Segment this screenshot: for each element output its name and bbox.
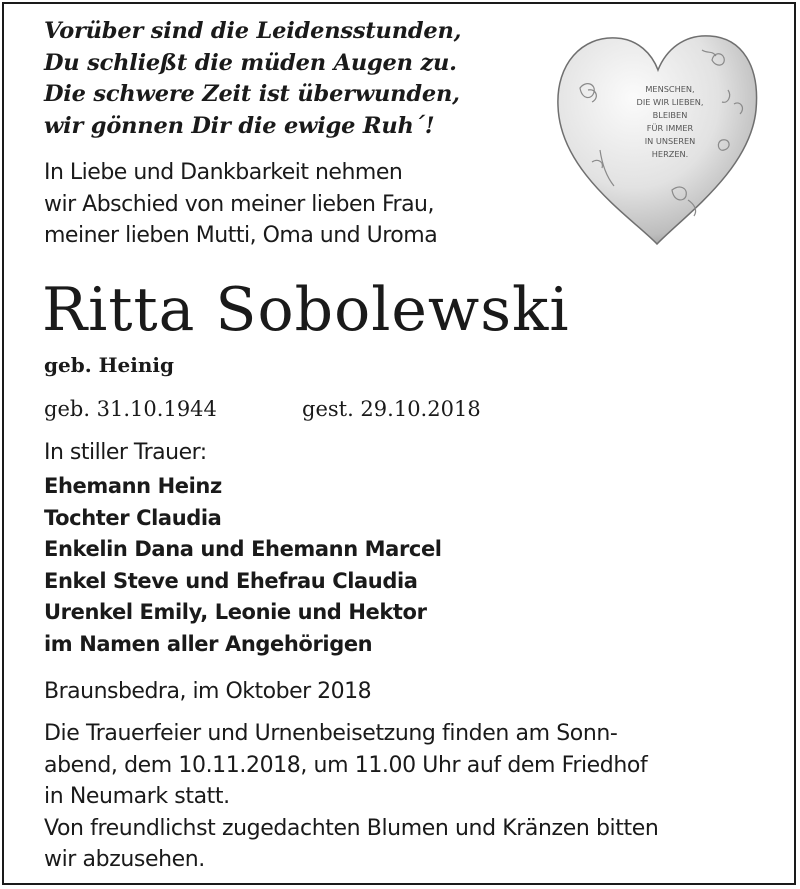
mourner-entry: Ehemann Heinz [44,474,222,498]
intro-line: meiner lieben Mutti, Oma und Uroma [44,223,438,248]
death-date: gest. 29.10.2018 [302,397,481,421]
mourners-heading-text: In stiller Trauer: [44,440,207,465]
heart-line: FÜR IMMER [646,123,694,133]
mourner-entry: im Namen aller Angehörigen [44,631,373,656]
intro-line: In Liebe und Dankbarkeit nehmen [44,160,403,185]
mourners-list [44,471,442,660]
closing-line: abend, dem 10.11.2018, um 11.00 Uhr auf dem Friedhof [44,752,648,778]
heart-line: DIE WIR LIEBEN, [636,97,704,107]
maiden-name: geb. Heinig [44,353,174,377]
closing-line: Die Trauerfeier und Urnenbeisetzung finden am Sonn- [44,721,618,746]
closing-line: wir abzusehen. [44,847,205,872]
heart-line: HERZEN. [651,149,689,159]
heart-stone-image [552,30,762,246]
verse-line: wir gönnen Dir die ewige Ruh´! [44,112,435,139]
deceased-name: Ritta Sobolewski [42,275,570,345]
mourner-entry: Tochter Claudia [44,505,222,530]
memorial-verse [44,16,544,142]
mourner-entry: Enkelin Dana und Ehemann Marcel [44,537,442,561]
heart-line: IN UNSEREN [644,136,696,146]
verse-line: Vorüber sind die Leidensstunden, [44,18,462,44]
verse-line: Du schließt die müden Augen zu. [44,49,457,76]
mourner-entry: Enkel Steve und Ehefrau Claudia [44,568,418,593]
intro-line: wir Abschied von meiner lieben Frau, [44,191,434,217]
verse-line: Die schwere Zeit ist überwunden, [44,81,460,107]
place-date: Braunsbedra, im Oktober 2018 [44,679,372,704]
farewell-intro [44,157,544,252]
heart-line: BLEIBEN [652,110,688,120]
birth-date: geb. 31.10.1944 [44,397,217,421]
heart-line: MENSCHEN, [645,84,695,94]
funeral-details [44,718,764,876]
closing-line: in Neumark statt. [44,784,230,809]
closing-line: Von freundlichst zugedachten Blumen und Kränzen bitten [44,815,659,841]
mourners-heading [44,437,207,469]
mourner-entry: Urenkel Emily, Leonie und Hektor [44,600,427,624]
